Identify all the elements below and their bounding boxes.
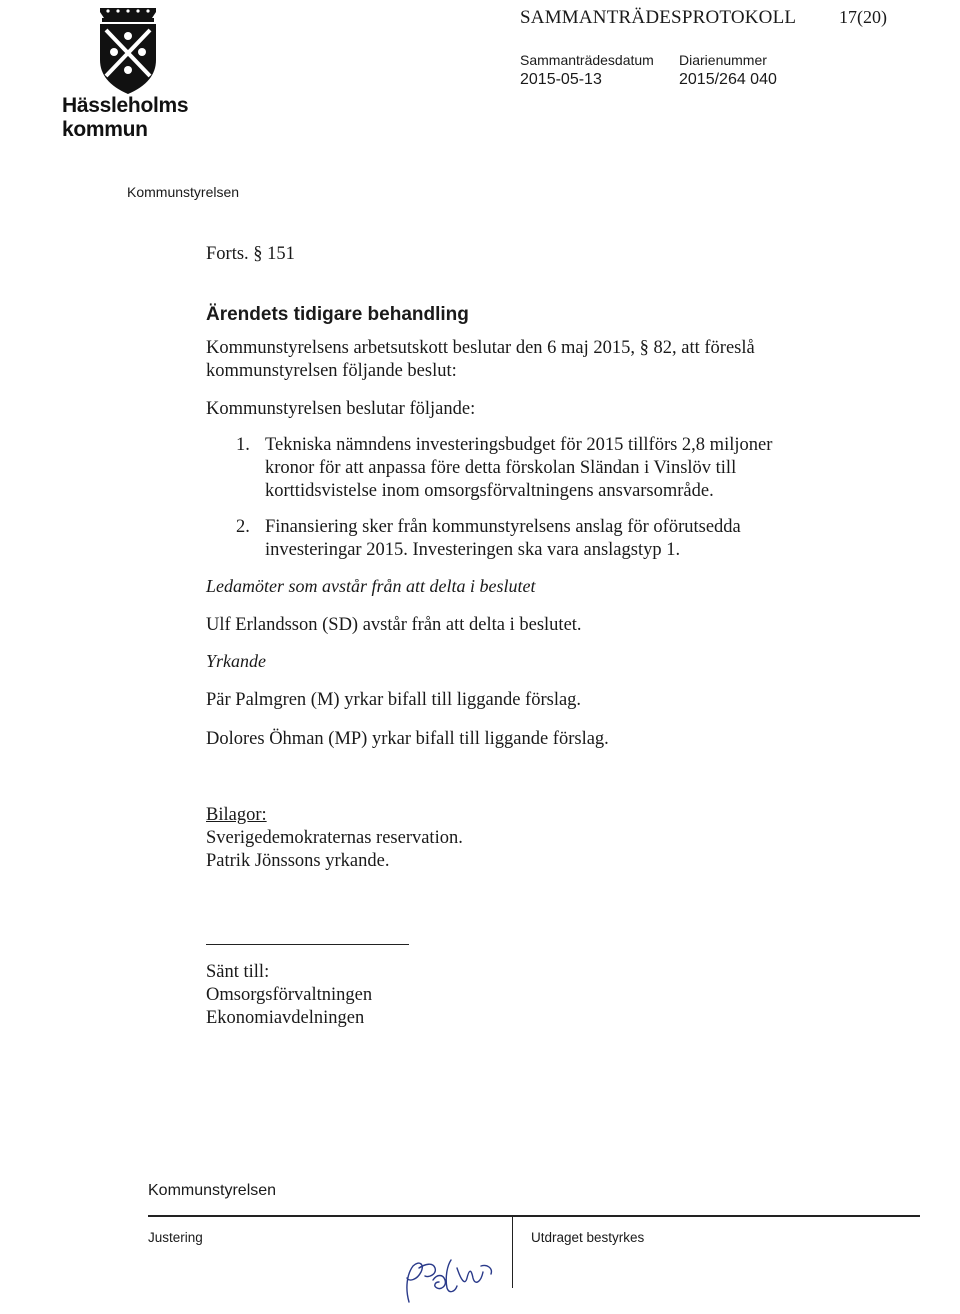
footer-body: Kommunstyrelsen [148, 1182, 277, 1199]
registration-number-label: Diarienummer [679, 52, 767, 68]
municipal-coat-of-arms-icon [96, 6, 160, 96]
abstain-heading: Ledamöter som avstår från att delta i beslutet [206, 576, 536, 596]
decision-item-number: 1. [236, 435, 250, 455]
section-heading: Ärendets tidigare behandling [206, 304, 469, 325]
decision-item-text: Tekniska nämndens investeringsbudget för 2015 tillförs 2,8 miljoner kronor för att anpassa före detta förskolan Sländan i Vinslöv till korttidsvistelse inom omsorgsförvaltningens ansvarsområde. [265, 435, 773, 501]
municipality-brand [62, 94, 188, 142]
footer-column-divider [512, 1215, 513, 1288]
meeting-date-label: Sammanträdesdatum [520, 52, 654, 68]
proposal-heading: Yrkande [206, 651, 266, 671]
attachments-heading: Bilagor: [206, 805, 267, 825]
brand-line-1: Hässleholms [62, 94, 189, 117]
abstain-text: Ulf Erlandsson (SD) avstår från att delta i beslutet. [206, 615, 582, 635]
decision-item [236, 434, 776, 503]
attachment-item: Sverigedemokraternas reservation. [206, 828, 463, 848]
sent-to-heading: Sänt till: [206, 962, 270, 982]
page-number: 17(20) [839, 7, 887, 27]
decision-item [236, 516, 776, 562]
decision-item-number: 2. [236, 517, 250, 537]
decision-lead: Kommunstyrelsen beslutar följande: [206, 399, 476, 419]
proposal-item: Pär Palmgren (M) yrkar bifall till liggande förslag. [206, 690, 582, 710]
meeting-date: 2015-05-13 [520, 71, 602, 88]
proposal-item: Dolores Öhman (MP) yrkar bifall till liggande förslag. [206, 729, 609, 749]
attachment-item: Patrik Jönssons yrkande. [206, 851, 390, 871]
footer-divider [148, 1215, 920, 1217]
intro-paragraph: Kommunstyrelsens arbetsutskott beslutar den 6 maj 2015, § 82, att föreslå kommunstyrelsen följande beslut: [206, 338, 755, 381]
registration-number: 2015/264 040 [679, 71, 777, 88]
brand-line-2: kommun [62, 118, 148, 141]
justering-label: Justering [148, 1230, 203, 1245]
issuing-body: Kommunstyrelsen [127, 184, 240, 200]
divider [206, 944, 409, 945]
sent-to-item: Ekonomiavdelningen [206, 1008, 365, 1028]
sent-to-item: Omsorgsförvaltningen [206, 985, 373, 1005]
document-title: SAMMANTRÄDESPROTOKOLL [520, 7, 797, 28]
decision-item-text: Finansiering sker från kommunstyrelsens anslag för oförutsedda investeringar 2015. Investeringen ska vara anslagstyp 1. [265, 517, 741, 560]
section-reference: Forts. § 151 [206, 244, 295, 264]
certified-label: Utdraget bestyrkes [531, 1230, 645, 1245]
signature-initials [395, 1238, 505, 1304]
